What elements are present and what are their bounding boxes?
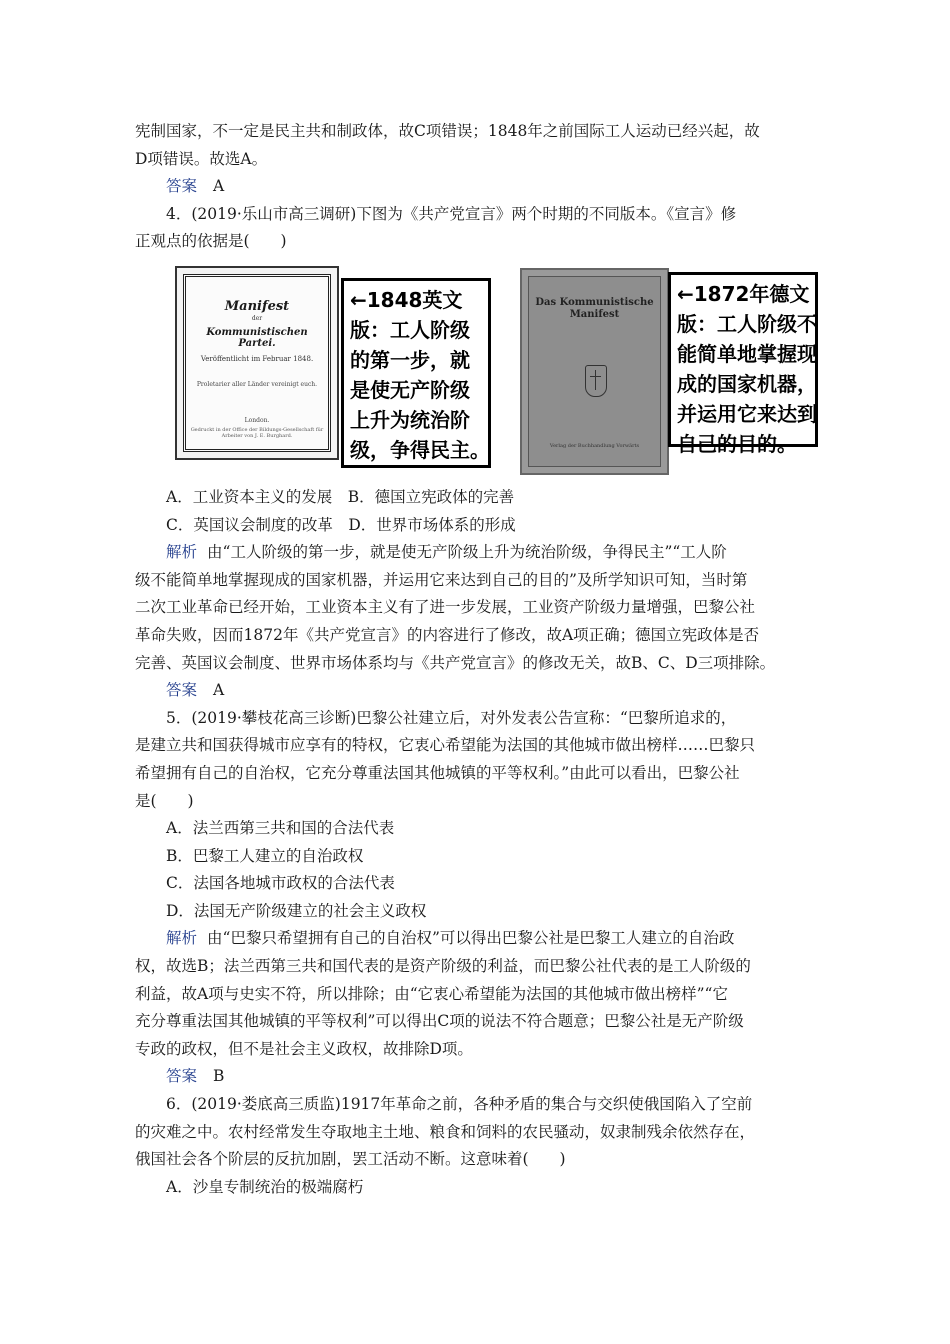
cover-place: London. [244, 416, 270, 424]
q5-analysis [135, 925, 815, 953]
manifesto-1872-cover-image [520, 268, 669, 475]
manifesto-1848-cover-image [175, 266, 339, 460]
note-line: 版：工人阶级 [350, 317, 470, 342]
q5-stem: 是建立共和国获得城市应享有的特权，它衷心希望能为法国的其他城市做出榜样……巴黎只 [135, 736, 756, 755]
cover-title: Kommunistischen Partei. [206, 326, 308, 349]
note-line: 并运用它来达到 [677, 401, 817, 426]
answer-value: B [213, 1067, 225, 1086]
q4-option: C．英国议会制度的改革 D．世界市场体系的形成 [166, 515, 516, 534]
cross-emblem-icon [585, 365, 607, 397]
q5-stem: 5．(2019·攀枝花高三诊断)巴黎公社建立后，对外发表公告宣称：“巴黎所追求的， [166, 708, 737, 727]
answer-label: 答案 [166, 681, 198, 700]
cover-title: Manifest [224, 298, 290, 314]
q4-option: A．工业资本主义的发展 B．德国立宪政体的完善 [166, 487, 515, 506]
note-line: ←1848英文 [350, 287, 463, 312]
cover-motto: Proletarier aller Länder vereinigt euch. [196, 380, 318, 388]
q6-stem: 的灾难之中。农村经常发生夺取地主土地、粮食和饲料的农民骚动，奴隶制残余依然存在， [135, 1122, 756, 1141]
answer-value: A [213, 681, 225, 700]
note-line: 自己的目的。 [677, 431, 797, 456]
q6-stem: 俄国社会各个阶层的反抗加剧，罢工活动不断。这意味着( ) [135, 1150, 566, 1169]
q4-stem: 正观点的依据是( ) [135, 232, 287, 251]
q6-stem: 6．(2019·娄底高三质监)1917年革命之前，各种矛盾的集合与交织使俄国陷入了空前 [166, 1095, 753, 1114]
note-1848 [341, 278, 491, 468]
q4-analysis: 二次工业革命已经开始，工业资本主义有了进一步发展，工业资产阶级力量增强，巴黎公社 [135, 598, 756, 617]
analysis-label: 解析 [166, 543, 198, 562]
continuation-line: 宪制国家，不一定是民主共和制政体，故C项错误；1848年之前国际工人运动已经兴起，故 [135, 122, 760, 140]
q5-analysis: 专政的政权，但不是社会主义政权，故排除D项。 [135, 1039, 473, 1058]
q5-analysis: 充分尊重法国其他城镇的平等权利”可以得出C项的说法不符合题意；巴黎公社是无产阶级 [135, 1012, 744, 1031]
q6-option: A．沙皇专制统治的极端腐朽 [166, 1177, 364, 1196]
note-1872 [668, 272, 818, 456]
note-line: 级，争得民主。 [350, 437, 490, 462]
q5-answer [135, 1063, 815, 1091]
q3-answer [135, 173, 815, 201]
answer-value: A [213, 177, 225, 196]
q5-option: A．法兰西第三共和国的合法代表 [166, 819, 395, 838]
note-line: 成的国家机器， [677, 371, 817, 396]
q5-stem: 希望拥有自己的自治权，它充分尊重法国其他城镇的平等权利。”由此可以看出，巴黎公社 [135, 763, 740, 782]
cover-printer: Gedruckt in der Office der Bildungs-Gesellschaft für Arbeiter von J. E. Burghard. [190, 426, 324, 439]
analysis-text: 由“巴黎只希望拥有自己的自治权”可以得出巴黎公社是巴黎工人建立的自治政 [207, 929, 735, 948]
answer-label: 答案 [166, 177, 198, 196]
q5-stem: 是( ) [135, 791, 194, 810]
q5-analysis: 利益，故A项与史实不符，所以排除；由“它衷心希望能为法国的其他城市做出榜样”“它 [135, 984, 728, 1003]
q5-option: C．法国各地城市政权的合法代表 [166, 874, 395, 893]
q4-answer [135, 677, 815, 705]
note-line: ←1872年德文 [677, 281, 810, 306]
analysis-text: 由“工人阶级的第一步，就是使无产阶级上升为统治阶级，争得民主”“工人阶 [207, 543, 727, 562]
q4-analysis: 革命失败，因而1872年《共产党宣言》的内容进行了修改，故A项正确；德国立宪政体是否 [135, 625, 760, 644]
note-line: 是使无产阶级 [350, 377, 470, 402]
cover-sub: der [251, 314, 263, 322]
note-line: 能简单地掌握现 [677, 341, 817, 366]
cover-sub: Veröffentlicht im Februar 1848. [200, 354, 314, 363]
q5-analysis: 权，故选B；法兰西第三共和国代表的是资产阶级的利益，而巴黎公社代表的是工人阶级的 [135, 957, 751, 976]
note-line: 上升为统治阶 [350, 407, 470, 432]
q4-analysis [135, 539, 815, 567]
cover-publisher: Verlag der Buchhandlung Vorwärts [549, 442, 640, 449]
cover-title: Das Kommunistische Manifest [535, 296, 654, 320]
answer-label: 答案 [166, 1067, 198, 1086]
continuation-line: D项错误。故选A。 [135, 149, 268, 168]
q5-option: D．法国无产阶级建立的社会主义政权 [166, 901, 427, 920]
q4-analysis: 完善、英国议会制度、世界市场体系均与《共产党宣言》的修改无关，故B、C、D三项排除。 [135, 653, 776, 672]
q4-analysis: 级不能简单地掌握现成的国家机器，并运用它来达到自己的目的”及所学知识可知，当时第 [135, 570, 748, 589]
note-line: 的第一步，就 [350, 347, 470, 372]
q4-stem: 4．(2019·乐山市高三调研)下图为《共产党宣言》两个时期的不同版本。《宣言》修 [166, 204, 737, 223]
q5-option: B．巴黎工人建立的自治政权 [166, 846, 364, 865]
analysis-label: 解析 [166, 929, 198, 948]
document-page [135, 118, 815, 1201]
manifesto-figure [135, 266, 815, 476]
note-line: 版：工人阶级不 [677, 311, 817, 336]
